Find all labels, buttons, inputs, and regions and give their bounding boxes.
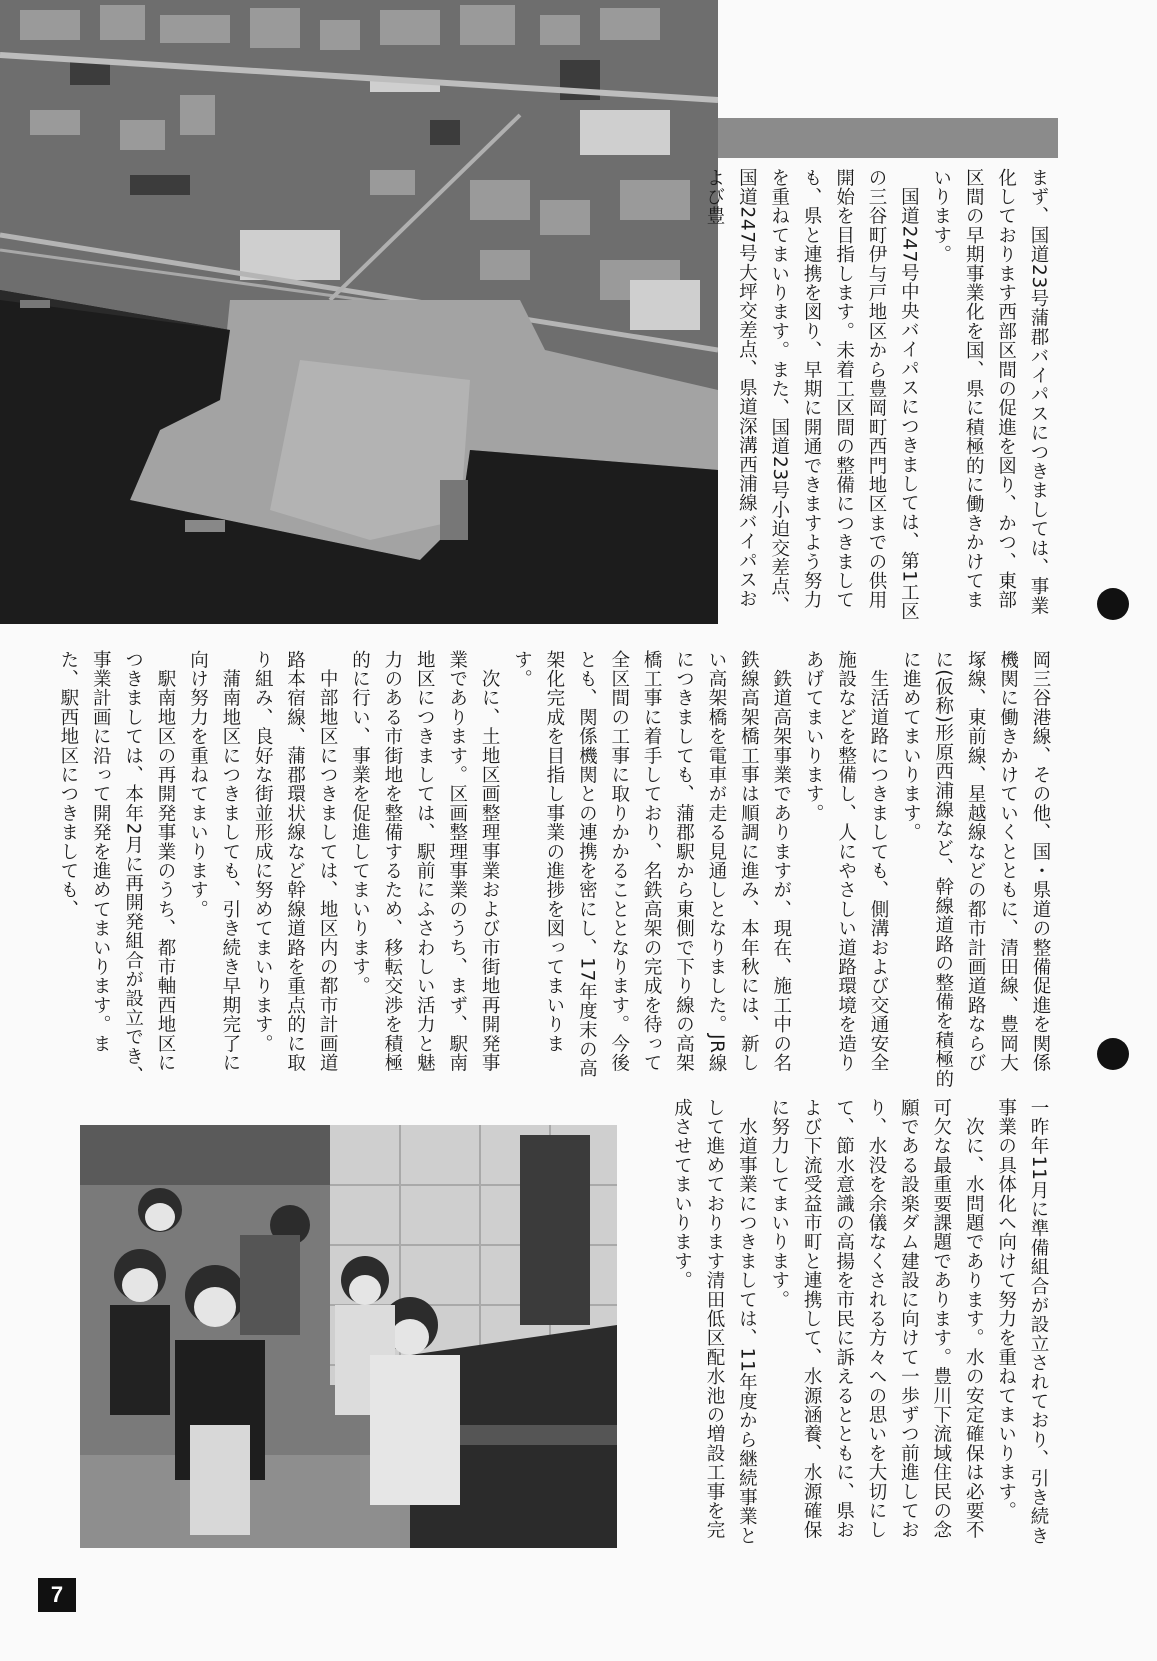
section-header-bar [718,118,1058,158]
children-handwashing-photo [80,1125,617,1548]
bullet-dot-top [1097,588,1129,620]
article-text-block-2: 岡三谷港線、その他、国・県道の整備促進を関係機関に働きかけていくとともに、清田線、豊岡大塚線、東前線、星越線などの都市計画道路ならびに(仮称)形原西浦線など、幹線道路の整備を積極的に進めてまいります。 生活道路につきましても、側溝および交通安全施設などを整備し、人にやさしい道路環境を造りあげてまいります。 鉄道高架事業でありますが、現在、施工中の名鉄線高架橋工事は順調に進み、本年秋には、新しい高架橋を電車が走る見通しとなりました。JR線につきましても、蒲郡駅から東側で下り線の高架橋工事に着手しており、名鉄高架の完成を待って全区間の工事に取りかかることとなります。今後とも、関係機関との連携を密にし、17年度末の高架化完成を目指し事業の進捗を図ってまいります。 次に、土地区画整理事業および市街地再開発事業であります。区画整理事業のうち、まず、駅南地区につきましては、駅前にふさわしい活力と魅力のある市街地を整備するため、移転交渉を積極的に行い、事業を促進してまいります。 中部地区につきましては、地区内の都市計画道路本宿線、蒲郡環状線など幹線道路を重点的に取り組み、良好な街並形成に努めてまいります。 蒲南地区につきましても、引き続き早期完了に向け努力を重ねてまいります。 駅南地区の再開発事業のうち、都市軸西地区につきましては、本年2月に再開発組合が設立でき、事業計画に沿って開発を進めてまいります。また、駅西地区につきましても、 [57,650,1051,1089]
article-text-block-3: 一昨年11月に準備組合が設立されており、引き続き事業の具体化へ向けて努力を重ねてまいります。 次に、水問題であります。水の安定確保は必要不可欠な最重要課題であります。豊川下流域住民の念願である設楽ダム建設に向けて一歩ずつ前進しており、水没を余儀なくされる方々への思いを大切にして、節水意識の高揚を市民に訴えるとともに、県および下流受益市町と連携して、水源涵養、水源確保に努力してまいります。 水道事業につきましては、11年度から継続事業として進めております清田低区配水池の増設工事を完成させてまいります。 [671,1098,1049,1546]
aerial-harbor-photo [0,0,718,624]
bullet-dot-bottom [1097,1038,1129,1070]
article-text-block-1: まず、国道23号蒲郡バイパスにつきましては、事業化しております西部区間の促進を図り、かつ、東部区間の早期事業化を国、県に積極的に働きかけてまいります。 国道247号中央バイパスにつきましては、第1工区の三谷町伊与戸地区から豊岡町西門地区までの供用開始を目指します。未着工区間の整備につきましても、県と連携を図り、早期に開通できますよう努力を重ねてまいります。また、国道23号小迫交差点、国道247号大坪交差点、県道深溝西浦線バイパスおよび豊 [703,168,1049,622]
page-number: 7 [38,1578,76,1612]
